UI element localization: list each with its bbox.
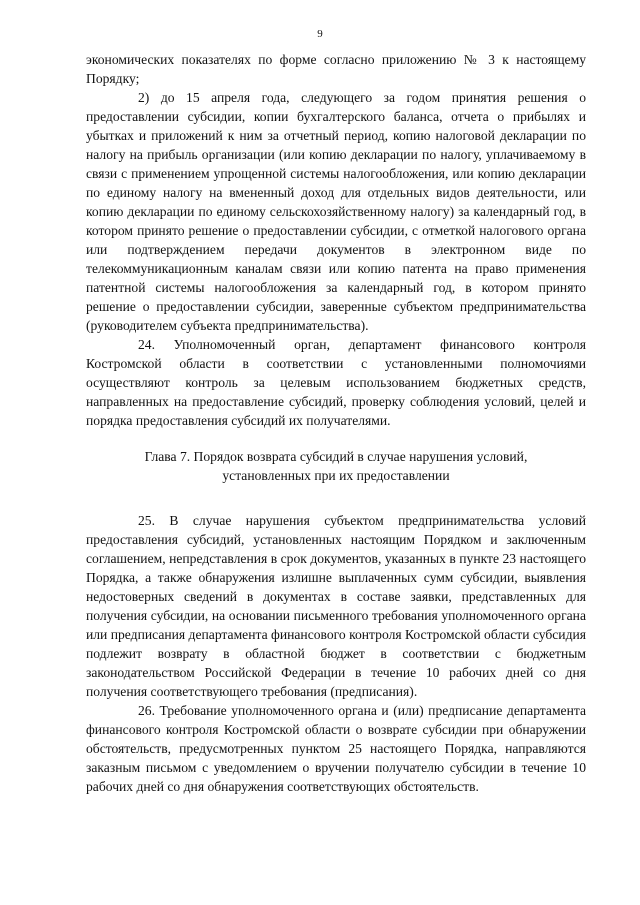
paragraph-continuation: экономических показателях по форме согласно приложению № 3 к настоящему Порядку; [86, 52, 586, 86]
chapter-heading [86, 447, 586, 485]
document-body [86, 50, 586, 796]
paragraph-item-2: 2) до 15 апреля года, следующего за годом принятия решения о предоставлении субсидии, копии бухгалтерского баланса, отчета о прибылях и убытках и приложений к ним за отчетный период, копию налоговой декларации по налогу на прибыль организации (или копию декларации по налогу, уплачиваемому в связи с применением упрощенной системы налогообложения, или копию декларации по единому налогу на вмененный доход для отдельных видов деятельности, или копию декларации по единому сельскохозяйственному налогу) за календарный год, в котором принято решение о предоставлении субсидии, с отметкой налогового органа или подтверждением передачи документов в электронном виде по телекоммуникационным каналам связи или копию патента на право применения патентной системы налогообложения за календарный год, в котором принято решение о предоставлении субсидии, заверенные субъектом предпринимательства (руководителем субъекта предпринимательства). [86, 90, 586, 333]
page-number: 9 [317, 28, 323, 40]
paragraph-25: 25. В случае нарушения субъектом предпринимательства условий предоставления субсидий, установленных настоящим Порядком и заключенным соглашением, непредставления в срок документов, указанных в пункте 23 настоящего Порядка, а также обнаружения излишне выплаченных сумм субсидии, выявления недостоверных сведений в документах в составе заявки, представленных для получения субсидии, на основании письменного требования уполномоченного органа или предписания департамента финансового контроля Костромской области субсидия подлежит возврату в областной бюджет в соответствии с бюджетным законодательством Российской Федерации в течение 10 рабочих дней со дня получения соответствующего требования (предписания). [86, 513, 587, 699]
chapter-heading-line-1: Глава 7. Порядок возврата субсидий в случае нарушения условий, [144, 449, 528, 464]
paragraph-26: 26. Требование уполномоченного органа и (или) предписание департамента финансового контроля Костромской области о возврате субсидии при обнаружении обстоятельств, предусмотренных пунктом 25 настоящего Порядка, направляются заказным письмом с уведомлением о вручении получателю субсидии в течение 10 рабочих дней со дня обнаружения соответствующих обстоятельств. [86, 703, 586, 794]
paragraph-24: 24. Уполномоченный орган, департамент финансового контроля Костромской области в соответствии с установленными полномочиями осуществляют контроль за целевым использованием бюджетных средств, направленных на предоставление субсидий, проверку соблюдения условий, целей и порядка предоставления субсидий их получателями. [86, 337, 586, 428]
chapter-heading-line-2: установленных при их предоставлении [222, 468, 450, 483]
